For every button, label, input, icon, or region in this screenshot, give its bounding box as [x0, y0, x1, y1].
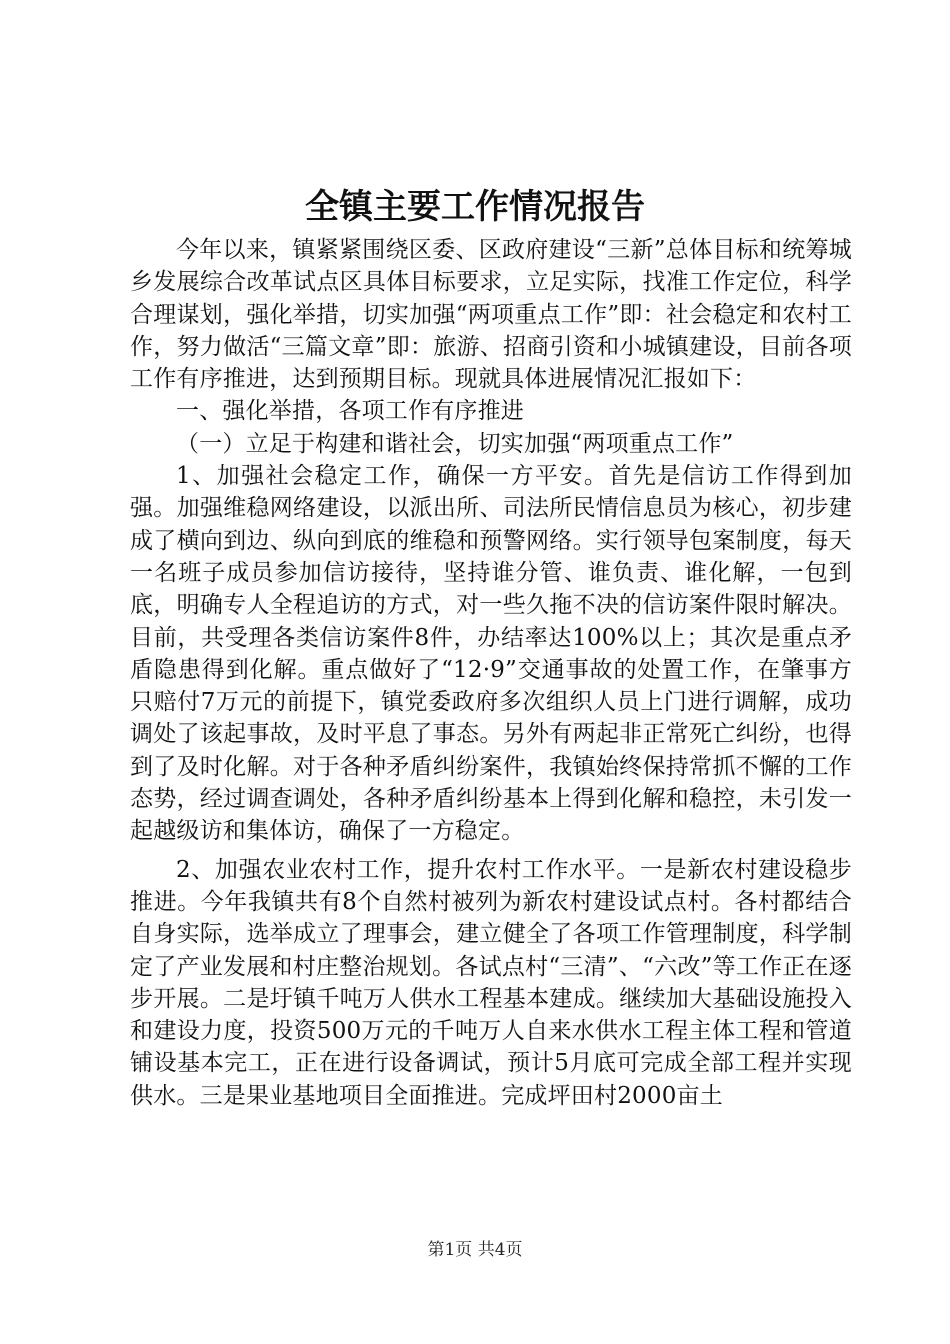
intro-paragraph: 今年以来，镇紧紧围绕区委、区政府建设“三新”总体目标和统筹城乡发展综合改革试点区具体目标要求，立足实际，找准工作定位，科学合理谋划，强化举措，切实加强“两项重点工作”即：社会稳定和农村工作，努力做活“三篇文章”即：旅游、招商引资和小城镇建设，目前各项工作有序推进，达到预期目标。现就具体进展情况汇报如下： — [130, 237, 852, 393]
page-footer: 第1页 共4页 — [427, 1240, 523, 1260]
document-body — [130, 234, 852, 1112]
document-title: 全镇主要工作情况报告 — [305, 187, 645, 227]
rural-work-paragraph: 2、加强农业农村工作，提升农村工作水平。一是新农村建设稳步推进。今年我镇共有8个自然村被列为新农村建设试点村。各村都结合自身实际，选举成立了理事会，建立健全了各项工作管理制度，科学制定了产业发展和村庄整治规划。各试点村“三清”、“六改”等工作正在逐步开展。二是圩镇千吨万人供水工程基本建成。继续加大基础设施投入和建设力度，投资500万元的千吨万人自来水供水工程主体工程和管道铺设基本完工，正在进行设备调试，预计5月底可完成全部工程并实现供水。三是果业基地项目全面推进。完成坪田村2000亩土 — [130, 856, 852, 1109]
social-stability-paragraph: 1、加强社会稳定工作，确保一方平安。首先是信访工作得到加强。加强维稳网络建设，以派出所、司法所民情信息员为核心，初步建成了横向到边、纵向到底的维稳和预警网络。实行领导包案制度，每天一名班子成员参加信访接待，坚持谁分管、谁负责、谁化解，一包到底，明确专人全程追访的方式，对一些久拖不决的信访案件限时解决。目前，共受理各类信访案件8件，办结率达100%以上；其次是重点矛盾隐患得到化解。重点做好了“12·9”交通事故的处置工作，在肇事方只赔付7万元的前提下，镇党委政府多次组织人员上门进行调解，成功调处了该起事故，及时平息了事态。另外有两起非正常死亡纠纷，也得到了及时化解。对于各种矛盾纠纷案件，我镇始终保持常抓不懈的工作态势，经过调查调处，各种矛盾纠纷基本上得到化解和稳控，未引发一起越级访和集体访，确保了一方稳定。 — [130, 463, 852, 845]
subsection-heading: （一）立足于构建和谐社会，切实加强“两项重点工作” — [176, 430, 734, 457]
section-heading: 一、强化举措，各项工作有序推进 — [176, 398, 524, 425]
